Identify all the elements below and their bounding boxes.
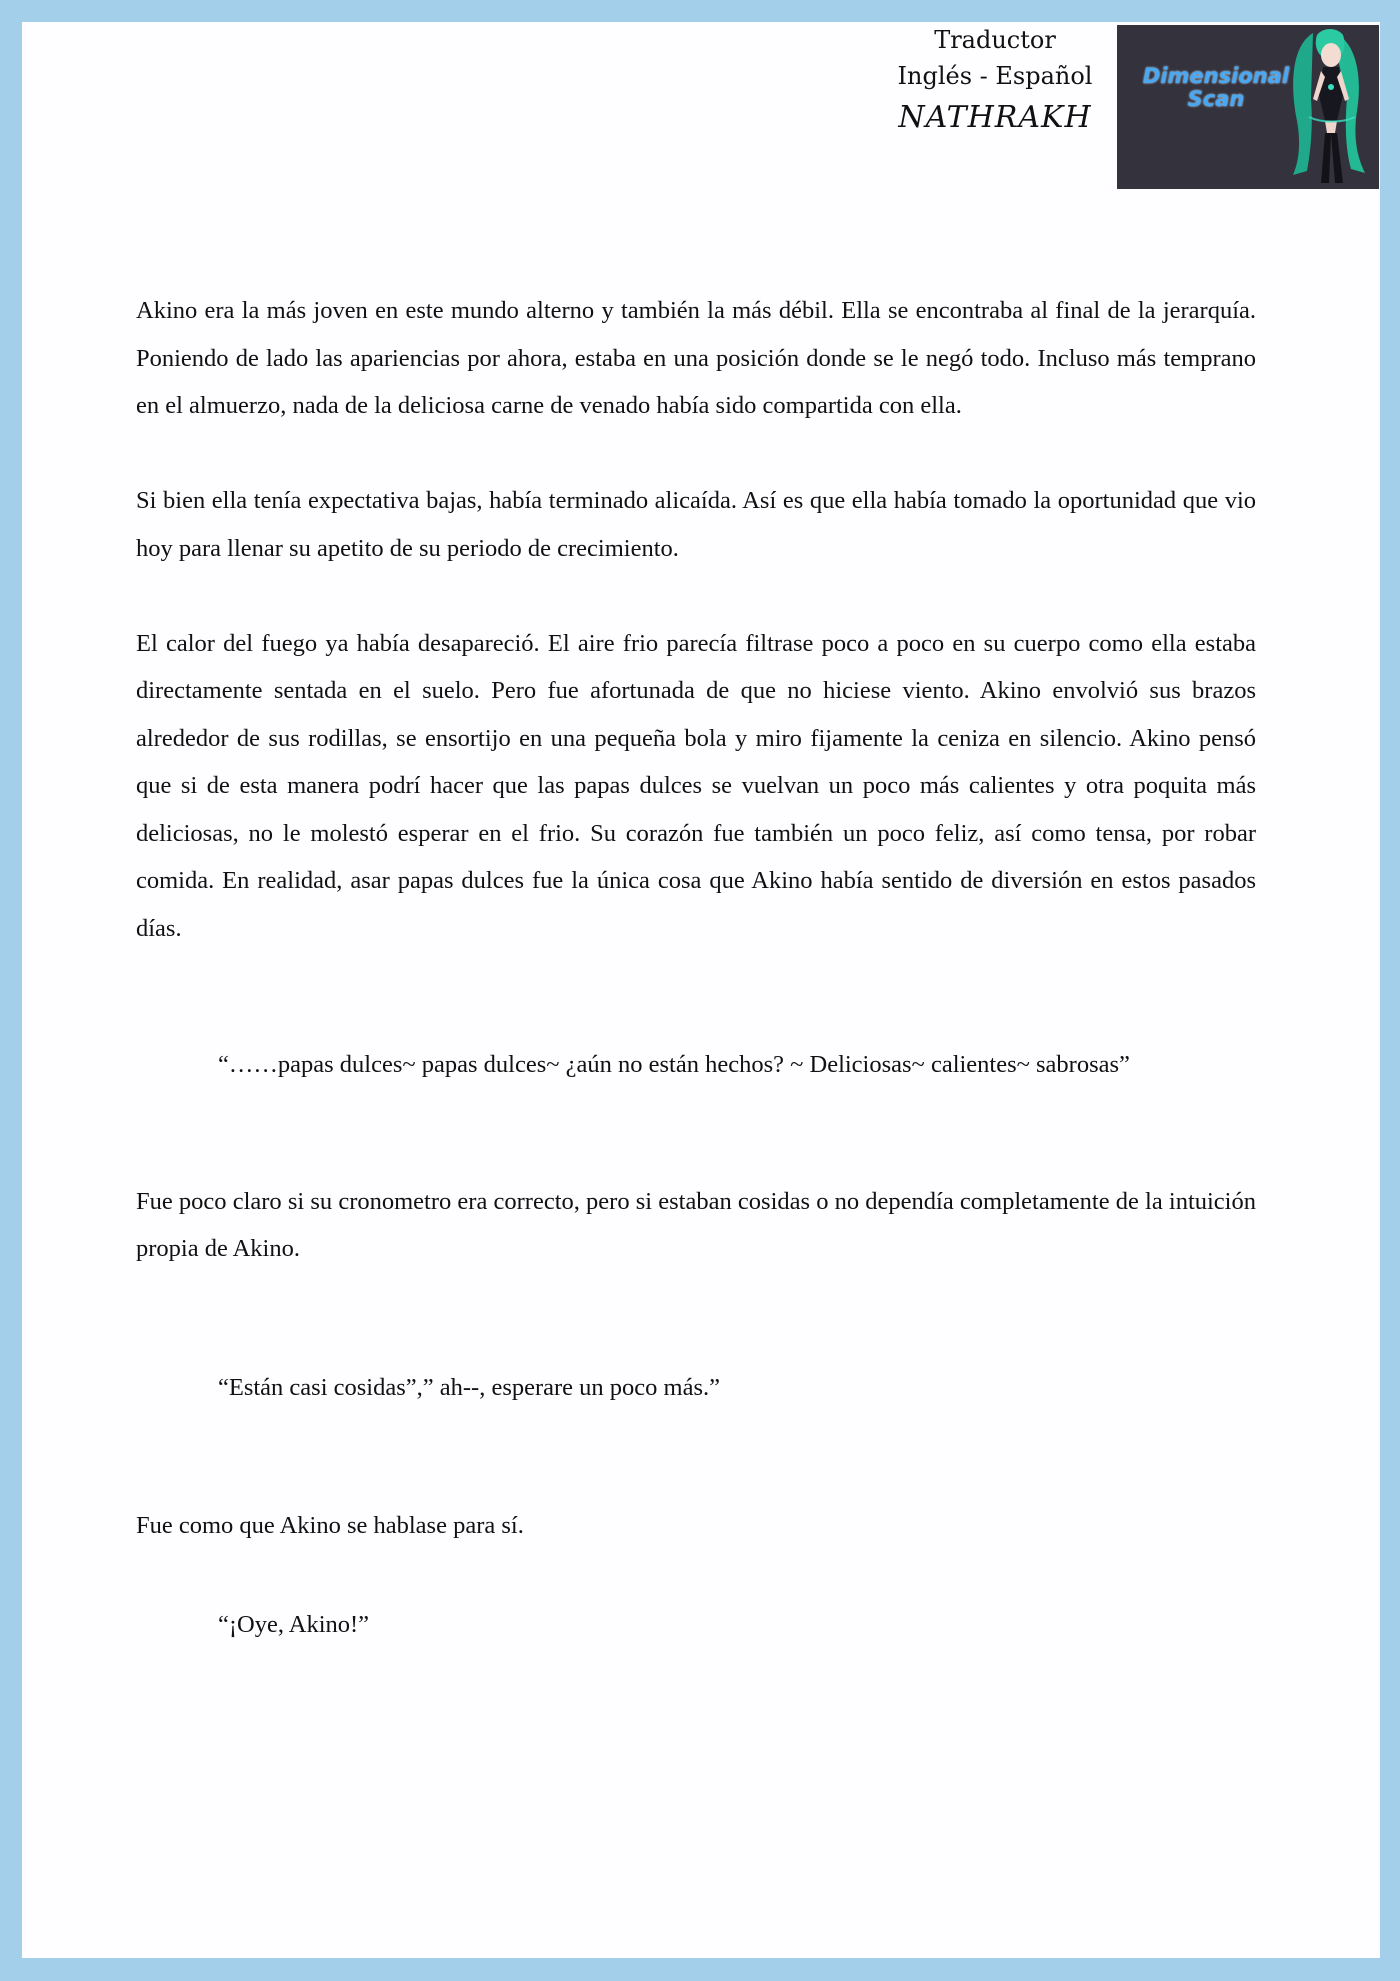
paragraph-4: Fue poco claro si su cronometro era correcto, pero si estaban cosidas o no dependía completamente de la intuición propia de Akino. [136, 1187, 1256, 1262]
logo-line-scan: Scan [1187, 87, 1245, 111]
logo-line-dimensional: Dimensional [1142, 64, 1290, 88]
logo-text [1131, 65, 1301, 111]
translator-credit [880, 22, 1110, 140]
translator-role-line2: Inglés - Español [897, 62, 1093, 90]
translator-name: NATHRAKH [898, 100, 1092, 135]
paragraph-5: Fue como que Akino se hablase para sí. [136, 1512, 524, 1539]
paragraph-1: Akino era la más joven en este mundo alterno y también la más débil. Ella se encontraba al final de la jerarquía. Poniendo de lado las apariencias por ahora, estaba en una posición donde se le negó todo. Incluso más temprano en el almuerzo, nada de la deliciosa carne de venado había sido compartida con ella. [136, 297, 1256, 419]
dialogue-line-2: “Están casi cosidas”,” ah--, esperare un poco más.” [218, 1373, 721, 1401]
dialogue-line-3: “¡Oye, Akino!” [218, 1610, 370, 1638]
dialogue-line-1: “……papas dulces~ papas dulces~ ¿aún no están hechos? ~ Deliciosas~ calientes~ sabrosas” [218, 1051, 1130, 1078]
document-body [136, 287, 1256, 1648]
paragraph-3: El calor del fuego ya había desapareció. El aire frio parecía filtrase poco a poco en su cuerpo como ella estaba directamente sentada en el suelo. Pero fue afortunada de que no hiciese viento. Akino envolvió sus brazos alrededor de sus rodillas, se ensortijo en una pequeña bola y miro fijamente la ceniza en silencio. Akino pensó que si de esta manera podrí hacer que las papas dulces se vuelvan un poco más calientes y otra poquita más deliciosas, no le molestó esperar en el frio. Su corazón fue también un poco feliz, así como tensa, por robar comida. En realidad, asar papas dulces fue la única cosa que Akino había sentido de diversión en estos pasados días. [136, 629, 1256, 942]
translator-role-line1: Traductor [934, 26, 1056, 54]
dimensional-scan-logo [1117, 25, 1379, 189]
paragraph-2: Si bien ella tenía expectativa bajas, había terminado alicaída. Así es que ella había tomado la oportunidad que vio hoy para llenar su apetito de su periodo de crecimiento. [136, 487, 1256, 562]
